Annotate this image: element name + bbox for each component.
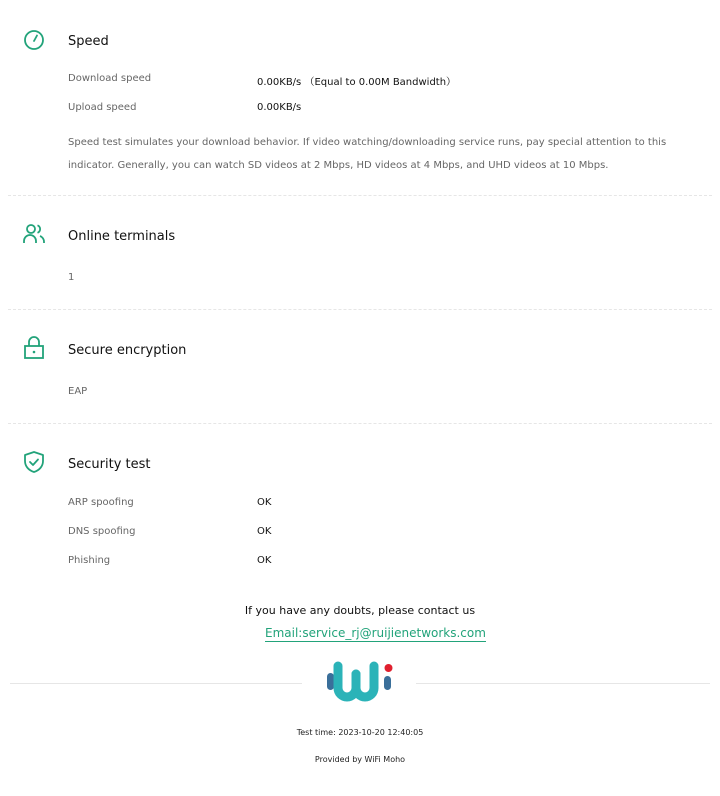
online-terminals-title: Online terminals [68, 229, 176, 244]
security-item-label: Phishing [68, 555, 111, 566]
online-terminals-count: 1 [68, 272, 75, 283]
footer-divider-right [416, 683, 710, 684]
online-terminals-section [8, 196, 712, 310]
secure-encryption-section [8, 310, 712, 424]
shield-check-icon [22, 450, 46, 474]
users-icon [22, 222, 46, 246]
speed-section [8, 0, 712, 196]
security-item-label: ARP spoofing [68, 497, 134, 508]
security-item-value: OK [257, 526, 272, 537]
security-item-value: OK [257, 555, 272, 566]
contact-email-link[interactable]: Email:service_rj@ruijienetworks.com [265, 626, 486, 640]
lock-icon [22, 336, 46, 360]
contact-prompt: If you have any doubts, please contact us [244, 604, 476, 617]
security-test-section [8, 424, 712, 594]
download-speed-value: 0.00KB/s （Equal to 0.00M Bandwidth） [257, 77, 457, 88]
download-speed-label: Download speed [68, 73, 152, 84]
security-test-title: Security test [68, 457, 151, 472]
security-item-label: DNS spoofing [68, 526, 136, 537]
speed-description: Speed test simulates your download behavior. If video watching/downloading service runs, pay special attention to this indicator. Generally, you can watch SD videos at 2 Mbps, HD videos at 4 Mbps, and UHD videos at 10 Mbps. [68, 137, 667, 171]
encryption-type: EAP [68, 386, 88, 397]
upload-speed-label: Upload speed [68, 102, 137, 113]
wifi-moho-logo [322, 660, 398, 706]
secure-encryption-title: Secure encryption [68, 343, 187, 358]
speedometer-icon [22, 28, 46, 52]
security-item-value: OK [257, 497, 272, 508]
speed-title: Speed [68, 34, 109, 49]
footer-divider-left [10, 683, 302, 684]
provided-by: Provided by WiFi Moho [314, 755, 406, 764]
upload-speed-value: 0.00KB/s [257, 102, 302, 113]
test-time: Test time: 2023-10-20 12:40:05 [296, 728, 424, 737]
